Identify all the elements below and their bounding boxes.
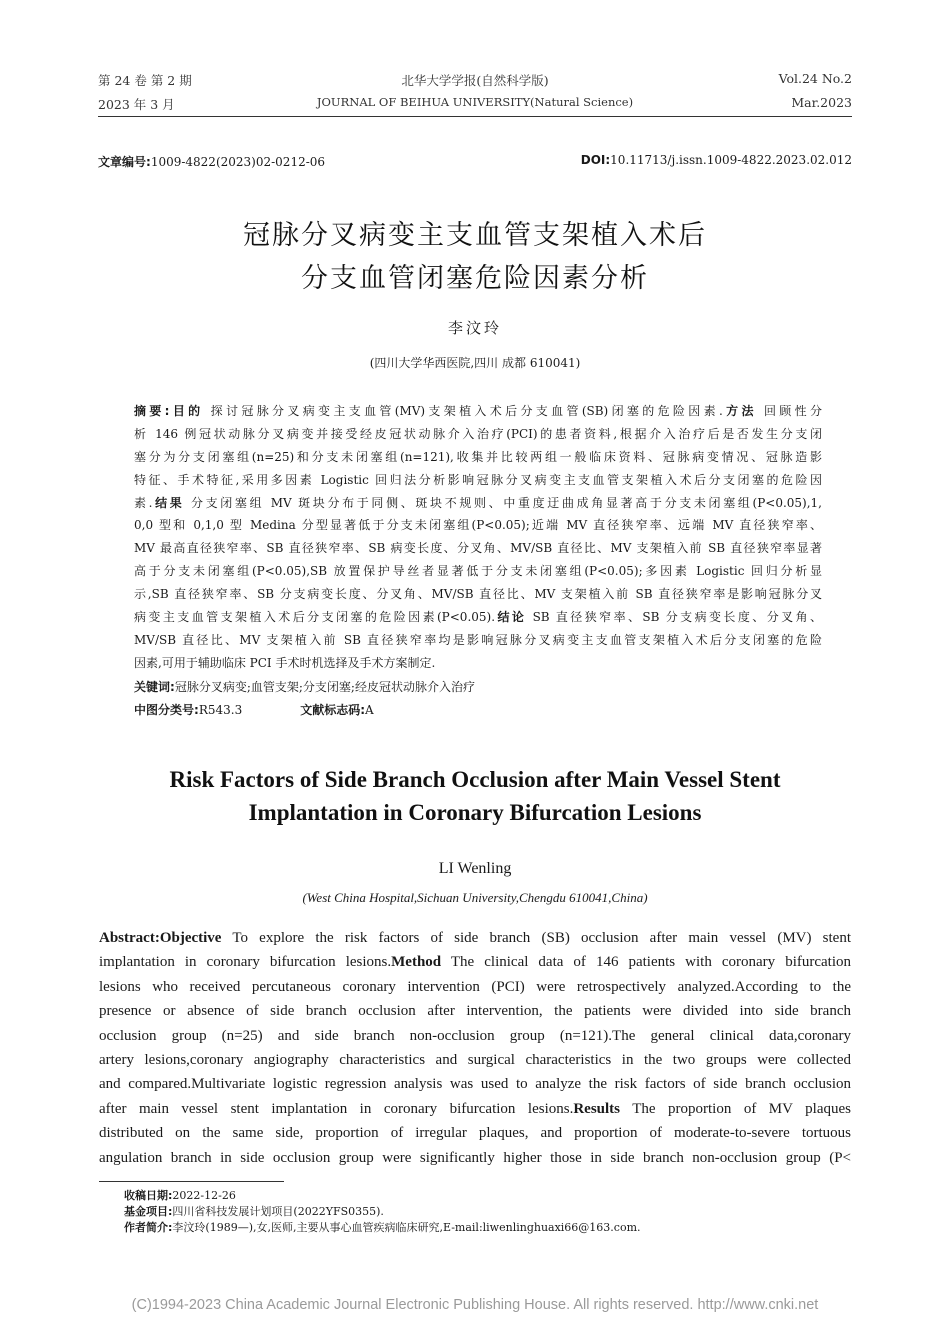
clc-label: 中图分类号: (134, 703, 199, 717)
footnote-text: 2022-12-26 (172, 1189, 236, 1202)
header-rule (98, 116, 852, 117)
clc-value: R543.3 (198, 703, 243, 717)
abstract-en-text: To explore the risk factors of side branch (SB) occlusion after main vessel (MV) stent (221, 930, 851, 946)
title-cn-line2: 分支血管闭塞危险因素分析 (301, 263, 649, 294)
abstract-en-line (99, 930, 851, 954)
abstract-cn-text: 回顾性分 (756, 404, 822, 418)
footnote-received (124, 1187, 236, 1203)
abstract-cn-objective-label: 摘要:目的 (134, 404, 204, 418)
abstract-en-text: implantation in coronary bifurcation lesions. (99, 954, 392, 971)
doc-code-value: A (365, 703, 374, 717)
header-journal-en: JOURNAL OF BEIHUA UNIVERSITY(Natural Science) (316, 95, 634, 109)
abstract-en-line: artery lesions,coronary angiography characteristics and surgical characteristics in the two groups were collected (99, 1051, 851, 1068)
abstract-cn-text: SB 直径狭窄率、SB 分支病变长度、分叉角、 (526, 610, 822, 625)
abstract-en-text: after main vessel stent implantation in coronary bifurcation lesions. (99, 1100, 574, 1117)
footnote-author-bio (124, 1219, 641, 1235)
abstract-en-line: lesions who received percutaneous coronary intervention (PCI) were retrospectively analyzed.According to the (99, 978, 851, 995)
title-en-line2: Implantation in Coronary Bifurcation Lesions (248, 800, 702, 825)
affiliation-en: (West China Hospital,Sichuan University,Chengdu 610041,China) (302, 890, 648, 905)
author-cn: 李汶玲 (447, 319, 502, 337)
keywords-cn-text: 冠脉分叉病变;血管支架;分支闭塞;经皮冠状动脉介入治疗 (174, 680, 475, 694)
header-journal-cn: 北华大学学报(自然科学版) (401, 73, 549, 88)
header-volume: 第 24 卷 第 2 期 (98, 73, 192, 88)
cnki-watermark: (C)1994-2023 China Academic Journal Electronic Publishing House. All rights reserved. http://www.cnki.net (131, 1297, 819, 1313)
abstract-en-line: and compared.Multivariate logistic regression analysis was used to analyze the risk factors of side branch occlusion (99, 1076, 851, 1093)
keywords-cn (134, 678, 475, 695)
article-number-value: 1009-4822(2023)02-0212-06 (150, 155, 326, 169)
abstract-cn-text: 素. (134, 495, 153, 510)
author-en: LI Wenling (438, 860, 512, 877)
abstract-cn-text: 分支闭塞组 MV 斑块分布于同侧、斑块不规则、中重度迂曲成角显著高于分支未闭塞组(P<0.05),1, (184, 495, 822, 510)
title-en-line1: Risk Factors of Side Branch Occlusion after Main Vessel Stent (169, 767, 781, 792)
keywords-cn-label: 关键词: (134, 680, 175, 694)
footnote-rule (99, 1181, 284, 1182)
footnote-funding (124, 1203, 384, 1219)
abstract-cn-method-label: 方法 (722, 404, 757, 418)
abstract-en-objective-label: Abstract:Objective (99, 930, 222, 946)
footnote-label: 收稿日期: (124, 1189, 173, 1202)
doc-code-label: 文献标志码: (300, 703, 366, 717)
abstract-en-method-label: Method (391, 954, 442, 971)
abstract-cn-line: 高于分支未闭塞组(P<0.05),SB 放置保护导丝者显著低于分支未闭塞组(P<0.05);多因素 Logistic 回归分析显 (134, 564, 822, 579)
abstract-en-line: distributed on the same side, proportion of irregular plaques, and proportion of moderate-to-severe tortuous (99, 1125, 851, 1142)
footnote-label: 作者简介: (124, 1221, 173, 1234)
abstract-en (99, 930, 851, 1174)
abstract-cn-line (134, 608, 822, 631)
affiliation-cn: (四川大学华西医院,四川 成都 610041) (369, 356, 581, 370)
abstract-cn-line: 因素,可用于辅助临床 PCI 手术时机选择及手术方案制定. (134, 655, 436, 670)
abstract-cn-line (134, 402, 822, 425)
abstract-cn-line: 示,SB 直径狭窄率、SB 分支病变长度、分叉角、MV/SB 直径比、MV 支架植入前 SB 直径狭窄率是影响冠脉分叉 (134, 587, 822, 602)
abstract-cn-line: 析 146 例冠状动脉分叉病变并接受经皮冠状动脉介入治疗(PCI)的患者资料,根据介入治疗后是否发生分支闭 (134, 426, 822, 441)
abstract-cn (134, 402, 822, 677)
abstract-cn-text: 病变主支血管支架植入术后分支闭塞的危险因素(P<0.05). (134, 610, 496, 625)
footnote-text: 李汶玲(1989—),女,医师,主要从事心血管疾病临床研究,E-mail:liwenlinghuaxi66@163.com. (172, 1221, 641, 1234)
abstract-en-line: angulation branch in side occlusion group were significantly higher those in side branch non-occlusion group (P< (99, 1149, 851, 1166)
abstract-cn-line: 特征、手术特征,采用多因素 Logistic 回归法分析影响冠脉分叉病变主支血管支架植入术后分支闭塞的危险因 (134, 472, 822, 487)
doi-label: DOI: (580, 153, 611, 167)
abstract-en-line: occlusion group (n=25) and side branch non-occlusion group (n=121).The general clinical data,coronary (99, 1027, 851, 1044)
header-date: 2023 年 3 月 (98, 97, 175, 112)
doi (581, 153, 852, 167)
doi-value: 10.11713/j.issn.1009-4822.2023.02.012 (610, 153, 852, 167)
abstract-cn-line: MV 最高直径狭窄率、SB 直径狭窄率、SB 病变长度、分叉角、MV/SB 直径比、MV 支架植入前 SB 直径狭窄率显著 (134, 541, 822, 556)
abstract-en-line (99, 1101, 851, 1125)
footnote-label: 基金项目: (124, 1205, 173, 1218)
header-vol-no: Vol.24 No.2 (778, 71, 852, 86)
header-month: Mar.2023 (791, 95, 852, 110)
classification (134, 701, 374, 718)
abstract-en-line (99, 954, 851, 978)
abstract-cn-text: 探讨冠脉分叉病变主支血管(MV)支架植入术后分支血管(SB)闭塞的危险因素. (203, 404, 723, 418)
abstract-cn-line: 0,0 型和 0,1,0 型 Medina 分型显著低于分支未闭塞组(P<0.05);近端 MV 直径狭窄率、远端 MV 直径狭窄率、 (134, 518, 822, 533)
title-cn-line1: 冠脉分叉病变主支血管支架植入术后 (243, 220, 707, 251)
abstract-cn-line: MV/SB 直径比、MV 支架植入前 SB 直径狭窄率均是影响冠脉分叉病变主支血管支架植入术后分支闭塞的危险 (134, 632, 822, 647)
footnote-text: 四川省科技发展计划项目(2022YFS0355). (172, 1205, 384, 1218)
abstract-cn-line (134, 494, 822, 517)
abstract-cn-conclusion-label: 结论 (495, 610, 527, 625)
article-number-label: 文章编号: (98, 155, 151, 169)
abstract-cn-line: 塞分为分支闭塞组(n=25)和分支未闭塞组(n=121),收集并比较两组一般临床资料、冠脉病变情况、冠脉造影 (134, 449, 822, 464)
article-number (98, 153, 325, 170)
abstract-en-text: The clinical data of 146 patients with coronary bifurcation (441, 954, 851, 971)
abstract-en-results-label: Results (573, 1100, 620, 1117)
abstract-en-line: presence or absence of side branch occlusion after intervention, the patients were divided into side branch (99, 1003, 851, 1020)
abstract-cn-results-label: 结果 (152, 495, 185, 510)
abstract-en-text: The proportion of MV plaques (620, 1100, 851, 1117)
